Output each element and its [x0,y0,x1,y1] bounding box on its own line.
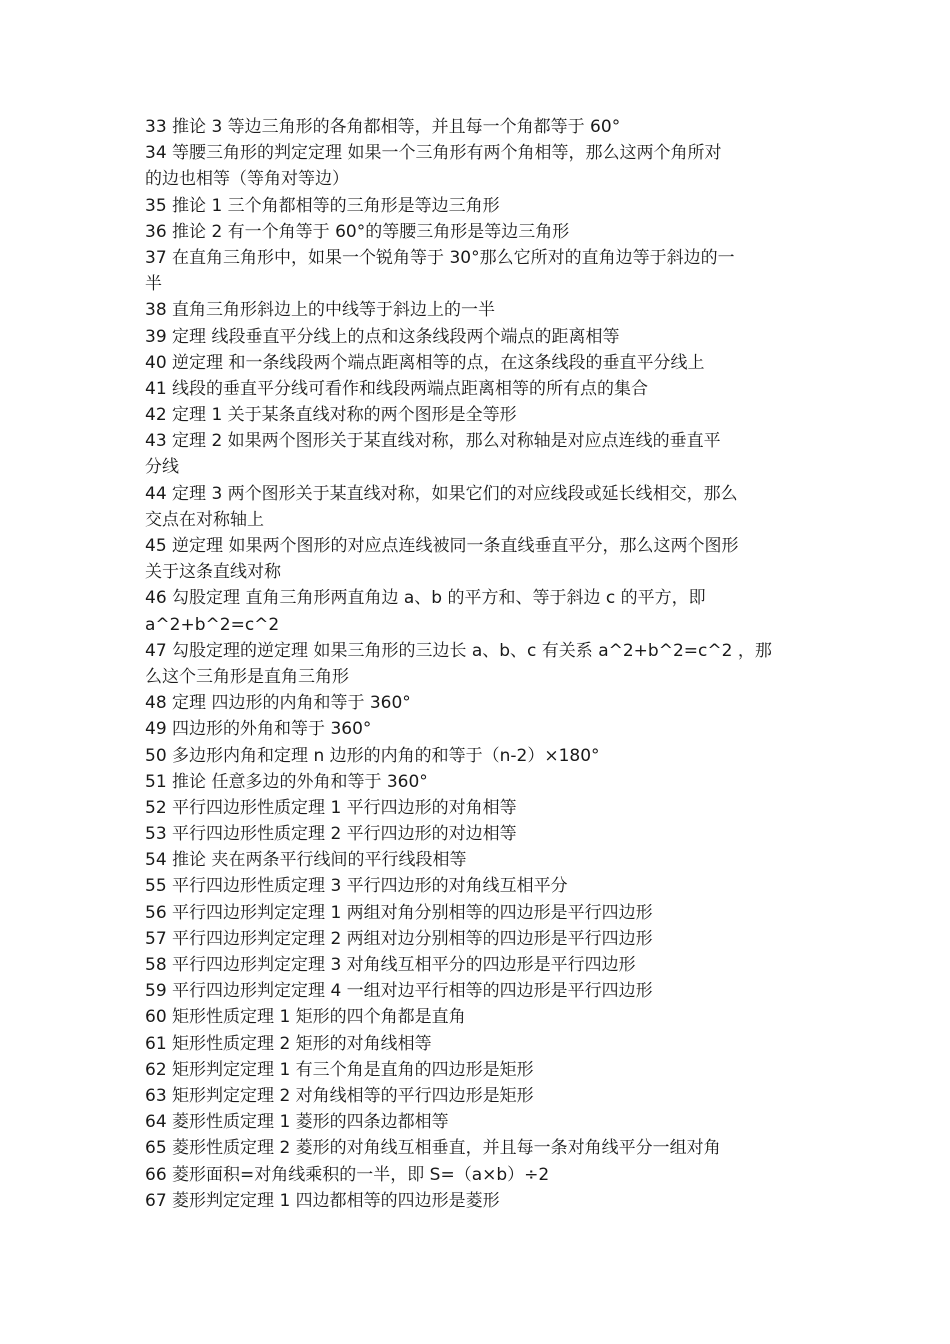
text-line: 60 矩形性质定理 1 矩形的四个角都是直角 [145,1007,466,1028]
text-line: 43 定理 2 如果两个图形关于某直线对称，那么对称轴是对应点连线的垂直平 [145,431,721,452]
text-line: 关于这条直线对称 [145,562,281,583]
text-line: 37 在直角三角形中，如果一个锐角等于 30°那么它所对的直角边等于斜边的一 [145,247,735,268]
text-line: 半 [145,274,162,295]
text-line: 63 矩形判定定理 2 对角线相等的平行四边形是矩形 [145,1085,534,1106]
document-body [145,114,813,1214]
text-line: 45 逆定理 如果两个图形的对应点连线被同一条直线垂直平分，那么这两个图形 [145,536,739,556]
text-line: 34 等腰三角形的判定定理 如果一个三角形有两个角相等，那么这两个角所对 [145,143,722,164]
text-line: 56 平行四边形判定定理 1 两组对角分别相等的四边形是平行四边形 [145,902,653,923]
text-line: 66 菱形面积=对角线乘积的一半，即 S=（a×b）÷2 [145,1164,550,1185]
text-line: 57 平行四边形判定定理 2 两组对边分别相等的四边形是平行四边形 [145,928,653,949]
text-line: 39 定理 线段垂直平分线上的点和这条线段两个端点的距离相等 [145,326,620,347]
text-line: 62 矩形判定定理 1 有三个角是直角的四边形是矩形 [145,1059,534,1080]
text-line: 50 多边形内角和定理 n 边形的内角的和等于（n-2）×180° [145,745,600,766]
text-line: 38 直角三角形斜边上的中线等于斜边上的一半 [145,300,496,321]
text-line: 51 推论 任意多边的外角和等于 360° [145,771,428,792]
text-line: 54 推论 夹在两条平行线间的平行线段相等 [145,850,467,871]
text-line: 67 菱形判定定理 1 四边都相等的四边形是菱形 [145,1190,500,1211]
text-line: 35 推论 1 三个角都相等的三角形是等边三角形 [145,195,500,216]
text-line: 53 平行四边形性质定理 2 平行四边形的对边相等 [145,824,517,845]
text-line: 的边也相等（等角对等边） [145,169,349,190]
text-line: a^2+b^2=c^2 [145,614,280,635]
text-line: 55 平行四边形性质定理 3 平行四边形的对角线互相平分 [145,876,568,897]
text-line: 65 菱形性质定理 2 菱形的对角线互相垂直，并且每一条对角线平分一组对角 [145,1138,721,1159]
text-line: 36 推论 2 有一个角等于 60°的等腰三角形是等边三角形 [145,221,570,242]
text-line: 61 矩形性质定理 2 矩形的对角线相等 [145,1033,432,1054]
text-line: 52 平行四边形性质定理 1 平行四边形的对角相等 [145,797,517,818]
text-line: 49 四边形的外角和等于 360° [145,719,372,740]
text-line: 41 线段的垂直平分线可看作和线段两端点距离相等的所有点的集合 [145,378,649,399]
text-line: 44 定理 3 两个图形关于某直线对称，如果它们的对应线段或延长线相交，那么 [145,483,738,504]
text-line: 40 逆定理 和一条线段两个端点距离相等的点，在这条线段的垂直平分线上 [145,352,705,373]
text-line: 么这个三角形是直角三角形 [145,666,349,687]
text-line: 42 定理 1 关于某条直线对称的两个图形是全等形 [145,405,517,426]
text-line: 交点在对称轴上 [145,509,264,530]
text-line: 46 勾股定理 直角三角形两直角边 a、b 的平方和、等于斜边 c 的平方，即 [145,588,706,609]
text-line: 58 平行四边形判定定理 3 对角线互相平分的四边形是平行四边形 [145,955,636,975]
text-line: 33 推论 3 等边三角形的各角都相等，并且每一个角都等于 60° [145,117,621,137]
text-line: 47 勾股定理的逆定理 如果三角形的三边长 a、b、c 有关系 a^2+b^2=c^2 ，那 [145,640,772,661]
text-line: 48 定理 四边形的内角和等于 360° [145,693,411,714]
text-line: 59 平行四边形判定定理 4 一组对边平行相等的四边形是平行四边形 [145,981,653,1002]
text-line: 64 菱形性质定理 1 菱形的四条边都相等 [145,1112,449,1133]
text-line: 分线 [145,457,179,478]
